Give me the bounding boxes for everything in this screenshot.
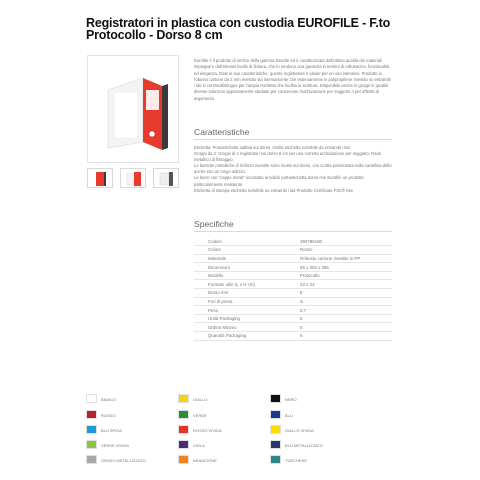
- spec-row: [194, 289, 392, 298]
- color-swatch: [178, 394, 189, 403]
- spec-row: [194, 237, 392, 246]
- spec-key: Ordine Minimo: [194, 323, 290, 332]
- spec-row: [194, 263, 392, 272]
- binder-paper: [114, 92, 138, 138]
- spec-value: 5: [290, 314, 392, 323]
- spec-value: 0,7: [290, 306, 392, 315]
- spec-row: [194, 306, 392, 315]
- spec-key: Quantità Packaging: [194, 332, 290, 341]
- specs-table: [194, 237, 392, 341]
- color-swatch: [86, 455, 97, 464]
- specs-heading: Specifiche: [194, 219, 234, 229]
- color-option[interactable]: [270, 410, 360, 420]
- thumbnail-3[interactable]: [153, 168, 179, 188]
- color-option[interactable]: [270, 455, 360, 465]
- spec-row: [194, 297, 392, 306]
- spec-value: 23 x 33: [290, 280, 392, 289]
- color-legend: [86, 394, 386, 474]
- feature-line: Le barrette metalliche di rinforzo rivestite sono rivolte sul dorso, con scritta posizionata sulla cartellina dello anche loro un lungo utilizzo.: [194, 163, 392, 175]
- spec-key: Dimensioni: [194, 263, 290, 272]
- spec-value: si: [290, 297, 392, 306]
- color-label: ROSSO VIVIDA: [193, 427, 222, 433]
- features-heading: Caratteristiche: [194, 127, 250, 137]
- feature-line: Etichetta: Portaetichetta sabbia sul dorso, rivolta etichetta scrivibile da entrambi i lati: [194, 145, 350, 150]
- spec-key: Fori di presa: [194, 297, 290, 306]
- spec-row: [194, 314, 392, 323]
- binder-finger-hole: [149, 131, 155, 137]
- color-label: VERDE VIVIDA: [101, 442, 130, 448]
- color-swatch: [86, 440, 97, 449]
- spec-value: 5: [290, 323, 392, 332]
- color-label: VIOLA: [193, 442, 205, 448]
- spec-row: [194, 271, 392, 280]
- spec-value: Protocollo: [290, 271, 392, 280]
- spec-key: Peso: [194, 306, 290, 315]
- color-label: TURCHESE: [285, 457, 308, 463]
- title-line-1: Registratori in plastica con custodia EUROFILE - F.to: [86, 16, 391, 30]
- binder-illustration: [88, 56, 180, 164]
- spec-row: [194, 254, 392, 263]
- spec-value: Rosso: [290, 246, 392, 255]
- color-swatch: [270, 455, 281, 464]
- color-swatch: [86, 410, 97, 419]
- color-option[interactable]: [86, 425, 176, 435]
- color-swatch: [178, 425, 189, 434]
- color-label: BLU METALLIZZATO: [285, 442, 324, 448]
- color-label: BIANCO: [101, 396, 117, 402]
- spec-value: 8: [290, 289, 392, 298]
- color-option[interactable]: [86, 455, 176, 465]
- color-option[interactable]: [270, 440, 360, 450]
- feature-line: Le barre con "cappe metal" accostato al solido portaetichetta dorso che Eurofile un prodotto particolarmente resistente: [194, 175, 364, 187]
- color-swatch: [86, 394, 97, 403]
- spec-key: Formato utile (L x H cm): [194, 280, 290, 289]
- color-swatch: [178, 440, 189, 449]
- color-swatch: [178, 455, 189, 464]
- specs-divider: [194, 231, 392, 232]
- color-option[interactable]: [178, 425, 268, 435]
- thumbnail-1-image: [88, 169, 114, 189]
- page-title: [86, 17, 466, 41]
- spec-row: [194, 332, 392, 341]
- color-swatch: [270, 394, 281, 403]
- color-option[interactable]: [178, 455, 268, 465]
- color-swatch: [86, 425, 97, 434]
- spec-value: 85 x 303 x 285: [290, 263, 392, 272]
- color-label: GRIGIO METALLIZZATO: [101, 457, 146, 463]
- spec-value: 5: [290, 332, 392, 341]
- thumbnail-strip: [87, 168, 179, 188]
- feature-line: Etichetta di stampa etichetta scrivibile su entrambi i lati Prodotto Certificato FSC® Mix: [194, 187, 353, 193]
- color-label: NERO: [285, 396, 297, 402]
- title-line-2: Protocollo - Dorso 8 cm: [86, 28, 223, 42]
- color-label: GIALLO VIVIDA: [285, 427, 314, 433]
- features-divider: [194, 139, 392, 140]
- spec-key: Materiale: [194, 254, 290, 263]
- color-option[interactable]: [178, 440, 268, 450]
- color-option[interactable]: [86, 410, 176, 420]
- color-option[interactable]: [178, 410, 268, 420]
- color-option[interactable]: [270, 425, 360, 435]
- spec-row: [194, 323, 392, 332]
- thumbnail-3-image: [154, 169, 180, 189]
- color-label: GIALLO: [193, 396, 208, 402]
- spec-key: Dorso mm: [194, 289, 290, 298]
- binder-front-cover: [143, 78, 162, 150]
- color-label: VERDE: [193, 412, 207, 418]
- spec-value: Robusto cartone rivestito in PP: [290, 254, 392, 263]
- product-description: Eurofile è il prodotto di vertice della gamma Esselte ed è caratterizzato dall'ottima qualità dei materiali impiegati e dall'elevato livello di finitura, che lo rendono una garanzia in termini di robustezza, funzionalità ed eleganza. Date le sue caratteristiche, questo registratore è ideale per un uso intensivo. Prodotto in robusto cartone da 2 mm rivestito sia internamente che esternamente in polipropilene rivestito su entrambi i lati si contraddistingue per l'ampia etichetta che facilita la scrittura. Disponibile anche in gruppi in qualità diverse soluzioni appositamente studiate per conservare l'archiviazione per soggetto o per affinità di argomento.: [194, 58, 391, 101]
- product-main-image[interactable]: [87, 55, 179, 163]
- spec-key: Modello: [194, 271, 290, 280]
- color-swatch: [178, 410, 189, 419]
- color-option[interactable]: [178, 394, 268, 404]
- color-option[interactable]: [86, 440, 176, 450]
- color-label: ROSSO: [101, 412, 116, 418]
- thumbnail-2[interactable]: [120, 168, 146, 188]
- spec-key: Colore: [194, 246, 290, 255]
- color-label: BLU SPIDA: [101, 427, 122, 433]
- thumbnail-2-image: [121, 169, 147, 189]
- color-swatch: [270, 410, 281, 419]
- color-swatch: [270, 440, 281, 449]
- spec-key: Codice: [194, 237, 290, 246]
- binder-label-pocket: [146, 90, 159, 110]
- features-list: [194, 145, 392, 194]
- color-label: BLU: [285, 412, 293, 418]
- feature-line: Gruppi da 4: Gruppi di 4 registratori sul dorso 8 cm per una corretta archiviazione per soggetto. Rado metallico di fissaggio.: [194, 151, 382, 163]
- thumbnail-1[interactable]: [87, 168, 113, 188]
- color-option[interactable]: [270, 394, 360, 404]
- spec-value: 390785160: [290, 237, 392, 246]
- color-option[interactable]: [86, 394, 176, 404]
- binder-spine: [162, 84, 168, 150]
- color-swatch: [270, 425, 281, 434]
- spec-key: Unità Packaging: [194, 314, 290, 323]
- color-label: ARANCIONE: [193, 457, 217, 463]
- spec-row: [194, 246, 392, 255]
- spec-row: [194, 280, 392, 289]
